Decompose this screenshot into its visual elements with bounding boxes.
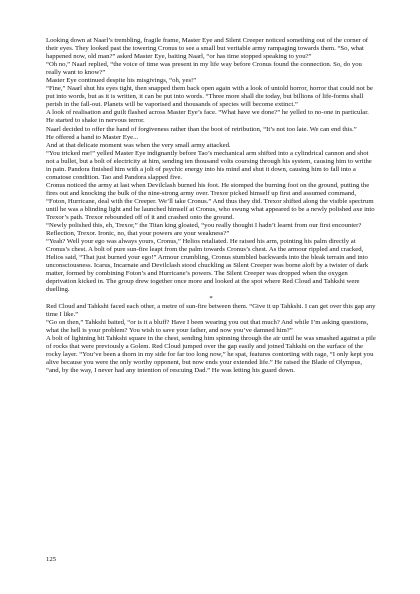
paragraph: Master Eye continued despite his misgivings, “oh, yes!” [46, 77, 197, 85]
paragraph: “Newly polished this, eh, Trexor,” the Titan king gloated, “you really thought I hadn’t learnt from our first encounter? Reflection, Trexor. Ironic, no, that your powers are your weakness?” [46, 222, 362, 238]
paragraph: “Go on then,” Tahkshi baited, “or is it a bluff? Have I been wearing you out that much? And while I’m asking questions, what the hell is your problem? You wish to save your father, and now you’ve damned him?” [46, 318, 369, 334]
paragraph: A bolt of lightning hit Tahkshi square in the chest, sending him spinning through the air until he was smashed against a pile of rocks that were previously a Golem. Red Cloud jumped over the gap easily and joined Tahkshi on the surface of the rocky layer. “You’ve been a thorn in my side for far too long now,” he spat, features contorting with rage, “I only kept you alive because you were the only worthy opponent, but now ends your extended life.” He raised the Blade of Olympus, “and, by the way, I never had any intention of rescuing Dad.” He was letting his guard down. [46, 334, 376, 374]
page-number: 125 [46, 556, 57, 563]
book-page-text [46, 37, 376, 375]
paragraph: “Oh no,” Naarl replied, “the voice of time was present in my life way before Cronus found the connection. So, do you really want to know?” [46, 61, 362, 77]
scene-break: * [209, 294, 213, 302]
paragraph: “You tricked me!” yelled Master Eye indignantly before Tao’s mechanical arm shifted into a cylindrical cannon and shot not a bullet, but a bolt of electricity at him, sending ten thousand volts coursing through his system, causing him to writhe in pain. Pandora finished him with a jolt of psychic energy into his mind and shut it down, causing him to fall into a comatose condition. Tao and Pandora slapped five. [46, 149, 372, 181]
paragraph: And at that delicate moment was when the very small army attacked. [46, 141, 231, 149]
paragraph: A look of realisation and guilt flashed across Master Eye’s face. “What have we done?” he yelled to no-one in particular. He started to shake in nervous terror. [46, 109, 369, 125]
paragraph: He offered a hand to Master Eye... [46, 133, 139, 141]
paragraph: Looking down at Naarl’s trembling, fragile frame, Master Eye and Silent Creeper noticed something out of the corner of their eyes. They looked past the towering Cronus to see a small but veritable army rampaging towards them. “So, what happened now, old man?” asked Master Eye, baiting Naarl, “or has time stopped speaking to you?” [46, 37, 369, 61]
paragraph: Red Cloud and Tahkshi faced each other, a metre of sun-fire between them. “Give it up Tahkshi. I can get over this gap any time I like.” [46, 302, 376, 318]
paragraph: Cronus noticed the army at last when Devilclash burned his foot. He stomped the burning foot on the ground, putting the fires out and knocking the bulk of the nine-strong army over. Trexor picked himself up first and assumed command, “Foton, Hurricane, deal with the Creeper. We’ll take Cronus.” And thus they did. Trexor shifted along the visible spectrum until he was a blinding light and he launched himself at Cronus, who swung what appeared to be a newly polished axe into Trexor’s path. Trexor rebounded off of it and crashed onto the ground. [46, 181, 375, 222]
paragraph: “Fine,” Naarl shut his eyes tight, then snapped them back open again with a look of untold horror, horror that could not be put into words, but as it is written, it can be put into words. “Three more shall die today, but billions of life-forms shall perish in the fall-out. Planets will be vaporised and thousands of species will become extinct.” [46, 85, 373, 109]
paragraph: Naarl decided to offer the hand of forgiveness rather than the boot of retribution, “It’s not too late. We can end this.” [46, 125, 357, 133]
paragraph: “Yeah? Well your ego was always yours, Cronus,” Helios retaliated. He raised his arm, pointing his palm directly at Cronus’s chest. A bolt of pure sun-fire leapt from the palm towards Cronus’s chest. As the armour rippled and cracked, Helios said, “That just burned your ego!” Armour crumbling, Cronus stumbled backwards into the bleak terrain and into unconsciousness. Icarus, Incarnate and Devilclash stood chuckling as Silent Creeper was borne aloft by a twister of dark matter, formed by combining Foton’s and Hurricane’s powers. The Silent Creeper was dropped when the oxygen deprivation kicked in. The group drew together once more and looked at the spot where Red Cloud and Tahkshi were duelling. [46, 238, 369, 294]
